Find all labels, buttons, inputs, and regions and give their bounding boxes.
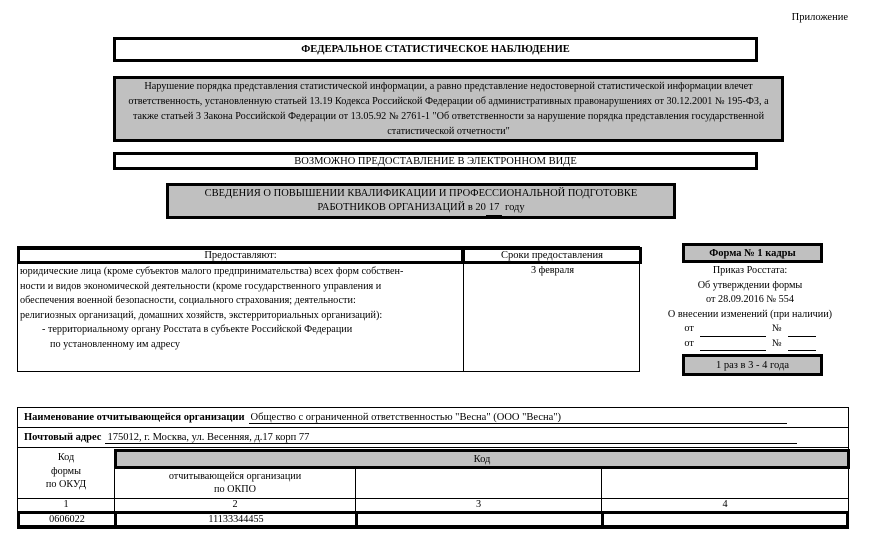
order-title: Приказ Росстата: (712, 265, 788, 276)
order-info (650, 264, 850, 351)
submitters-description (20, 265, 462, 352)
form-number-badge: Форма № 1 кадры (682, 243, 823, 263)
okpo-header-line: отчитывающейся организации (168, 471, 302, 482)
amendment-row (650, 337, 850, 352)
report-title (166, 183, 676, 219)
organization-name-label: Наименование отчитывающейся организации (24, 412, 245, 423)
amendment-date-field-1[interactable] (700, 325, 766, 337)
report-title-suffix: году (505, 201, 525, 213)
amendment-row (650, 322, 850, 337)
okud-code-field[interactable]: 0606022 (17, 511, 117, 528)
submitters-line: религиозных организаций, домашних хозяйств, экстерриториальных организаций): (20, 309, 383, 321)
amendment-number-field-1[interactable] (788, 325, 816, 337)
okud-header-line: Код (57, 452, 75, 463)
organization-name-field[interactable]: Общество с ограниченной ответственностью "Весна" (ООО "Весна") (249, 412, 787, 424)
submitters-line: обеспечения военной безопасности, социального страхования; деятельности: (20, 295, 356, 306)
report-year-field[interactable]: 17 (486, 201, 503, 216)
amendments-label: О внесении изменений (при наличии) (667, 308, 833, 320)
submitters-table (17, 246, 640, 372)
liability-warning-text: Нарушение порядка представления статистической информации, а равно представление недостоверной статистической информации влечет ответственность, установленную статьей 13.19 Кодекса Российской Федерации об административных правонарушениях от 30.12.2001 № 195-ФЗ, а также статьей 3 Закона Российской Федерации от 13.05.92 № 2761-1 "Об ответственности за нарушение порядка представления государственной статистической отчетности" (128, 81, 769, 137)
federal-observation-title: ФЕДЕРАЛЬНОЕ СТАТИСТИЧЕСКОЕ НАБЛЮДЕНИЕ (113, 37, 758, 62)
column-number: 3 (356, 499, 602, 512)
submitters-line: ности и видов экономической деятельности (кроме государственного управления и (20, 280, 382, 292)
column-numbers-row (18, 498, 848, 512)
order-date: от 28.09.2016 № 554 (706, 294, 794, 305)
okud-header (18, 449, 115, 500)
column-number: 1 (18, 499, 115, 512)
organization-name-row (18, 408, 848, 428)
submitters-bullet: - территориальному органу Росстата в субъекте Российской Федерации (42, 324, 353, 335)
column-4-header (602, 469, 849, 498)
liability-warning (113, 76, 784, 142)
report-title-line1: СВЕДЕНИЯ О ПОВЫШЕНИИ КВАЛИФИКАЦИИ И ПРОФЕССИОНАЛЬНОЙ ПОДГОТОВКЕ (204, 187, 638, 199)
report-title-prefix: РАБОТНИКОВ ОРГАНИЗАЦИЙ в 20 (317, 201, 486, 213)
column-3-header (356, 469, 602, 498)
number-label: № (771, 323, 782, 334)
from-label: от (684, 323, 694, 334)
column-number: 2 (115, 499, 356, 512)
okud-header-line: формы (51, 465, 81, 477)
frequency-badge: 1 раз в 3 - 4 года (682, 354, 823, 376)
postal-address-label: Почтовый адрес (24, 432, 102, 443)
from-label: от (684, 337, 694, 349)
number-label: № (771, 337, 782, 349)
submitters-line: юридические лица (кроме субъектов малого предпринимательства) всех форм собствен- (20, 266, 404, 277)
okpo-header-line: по ОКПО (214, 484, 256, 495)
column-divider (463, 263, 464, 372)
codes-data-row (17, 511, 849, 529)
report-title-line2 (317, 201, 524, 216)
order-subject: Об утверждении формы (697, 279, 803, 291)
column-4-field[interactable] (601, 511, 849, 528)
okud-header-line: по ОКУД (45, 479, 87, 490)
postal-address-field[interactable]: 175012, г. Москва, ул. Весенняя, д.17 корп 77 (105, 432, 797, 444)
submitters-bullet-continuation: по установленному им адресу (50, 338, 181, 350)
amendment-date-field-2[interactable] (700, 339, 766, 351)
okpo-code-field[interactable]: 11133344455 (114, 511, 358, 528)
deadline-column-header: Сроки предоставления (462, 247, 642, 264)
electronic-submission-notice: ВОЗМОЖНО ПРЕДОСТАВЛЕНИЕ В ЭЛЕКТРОННОМ ВИДЕ (113, 152, 758, 170)
code-group-header: Код (114, 449, 850, 469)
submitters-column-header: Предоставляют: (17, 247, 464, 264)
amendment-number-field-2[interactable] (788, 339, 816, 351)
okpo-header (115, 469, 356, 498)
organization-block (17, 407, 849, 529)
postal-address-row (18, 428, 848, 448)
column-number: 4 (722, 499, 728, 510)
column-3-field[interactable] (355, 511, 604, 528)
appendix-label: Приложение (791, 12, 848, 23)
deadline-value: 3 февраля (530, 265, 575, 276)
